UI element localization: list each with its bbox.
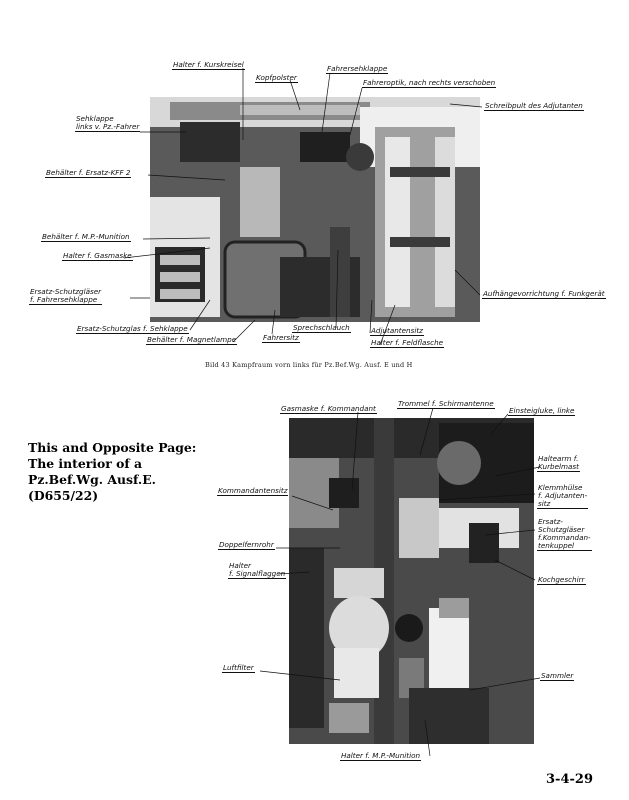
label-fahrersitz: Fahrersitz: [263, 333, 299, 342]
label-trommel: Trommel f. Schirmantenne: [398, 399, 494, 408]
label-halter-mp: Halter f. M.P.-Munition: [341, 751, 421, 760]
label-ersatz-schutzglaeser-kdt: Ersatz- Schutzgläser f.Kommandan- tenkuppel: [538, 517, 591, 550]
label-ersatz-schutzglaeser: Ersatz-Schutzgläser f. Fahrersehklappe: [30, 287, 102, 304]
interior-photo-top: [150, 97, 480, 322]
label-fahreroptik: Fahreroptik, nach rechts verschoben: [363, 78, 496, 87]
label-sprechschlauch: Sprechschlauch: [293, 323, 350, 332]
label-kochgeschirr: Kochgeschirr: [538, 575, 585, 584]
label-halter-signalflaggen: Halter f. Signalflaggen: [229, 561, 286, 578]
label-gasmaske-kommandant: Gasmaske f. Kommandant: [281, 404, 376, 413]
sidebar-line-2: The interior of a: [28, 456, 143, 471]
label-adjutantensitz: Adjutantensitz: [371, 326, 423, 335]
label-luftfilter: Luftfilter: [223, 663, 254, 672]
label-halter-feldflasche: Halter f. Feldflasche: [371, 338, 444, 347]
label-ersatz-schutzglas: Ersatz-Schutzglas f. Sehklappe: [77, 324, 188, 333]
photo-top-caption: Bild 43 Kampfraum vorn links für Pz.Bef.Wg. Ausf. E und H: [205, 361, 413, 369]
label-sammler: Sammler: [541, 671, 574, 680]
label-halter-kurskreisel: Halter f. Kurskreisel: [173, 60, 244, 69]
photo-bottom-drawing: [289, 418, 534, 744]
label-schreibpult: Schreibpult des Adjutanten: [485, 101, 583, 110]
label-behaelter-kff: Behälter f. Ersatz-KFF 2: [46, 168, 131, 177]
label-sehklappe: Sehklappe links v. Pz.-Fahrer: [76, 114, 140, 131]
label-kopfpolster: Kopfpolster: [256, 73, 297, 82]
label-haltearm: Haltearm f. Kurbelmast: [538, 454, 579, 471]
sidebar-line-4: (D655/22): [28, 488, 99, 503]
label-aufhaenge: Aufhängevorrichtung f. Funkgerät: [483, 289, 605, 298]
sidebar-caption: [28, 440, 198, 504]
label-behaelter-mp: Behälter f. M.P.-Munition: [42, 232, 130, 241]
label-klemmhuelse: Klemmhülse f. Adjutanten- sitz: [538, 483, 588, 508]
label-einsteigluke: Einsteigluke, linke: [509, 406, 575, 415]
photo-top-drawing: [150, 97, 480, 322]
sidebar-line-1: This and Opposite Page:: [28, 440, 197, 455]
page-number: 3-4-29: [546, 772, 593, 787]
label-fahrersehklappe: Fahrersehklappe: [327, 64, 388, 73]
label-behaelter-magnet: Behälter f. Magnetlampe: [147, 335, 237, 344]
label-kommandantensitz: Kommandantensitz: [218, 486, 288, 495]
interior-photo-bottom: [289, 418, 534, 744]
label-halter-gasmaske: Halter f. Gasmaske: [63, 251, 132, 260]
label-doppelfernrohr: Doppelfernrohr: [219, 540, 274, 549]
sidebar-line-3: Pz.Bef.Wg. Ausf.E.: [28, 472, 156, 487]
